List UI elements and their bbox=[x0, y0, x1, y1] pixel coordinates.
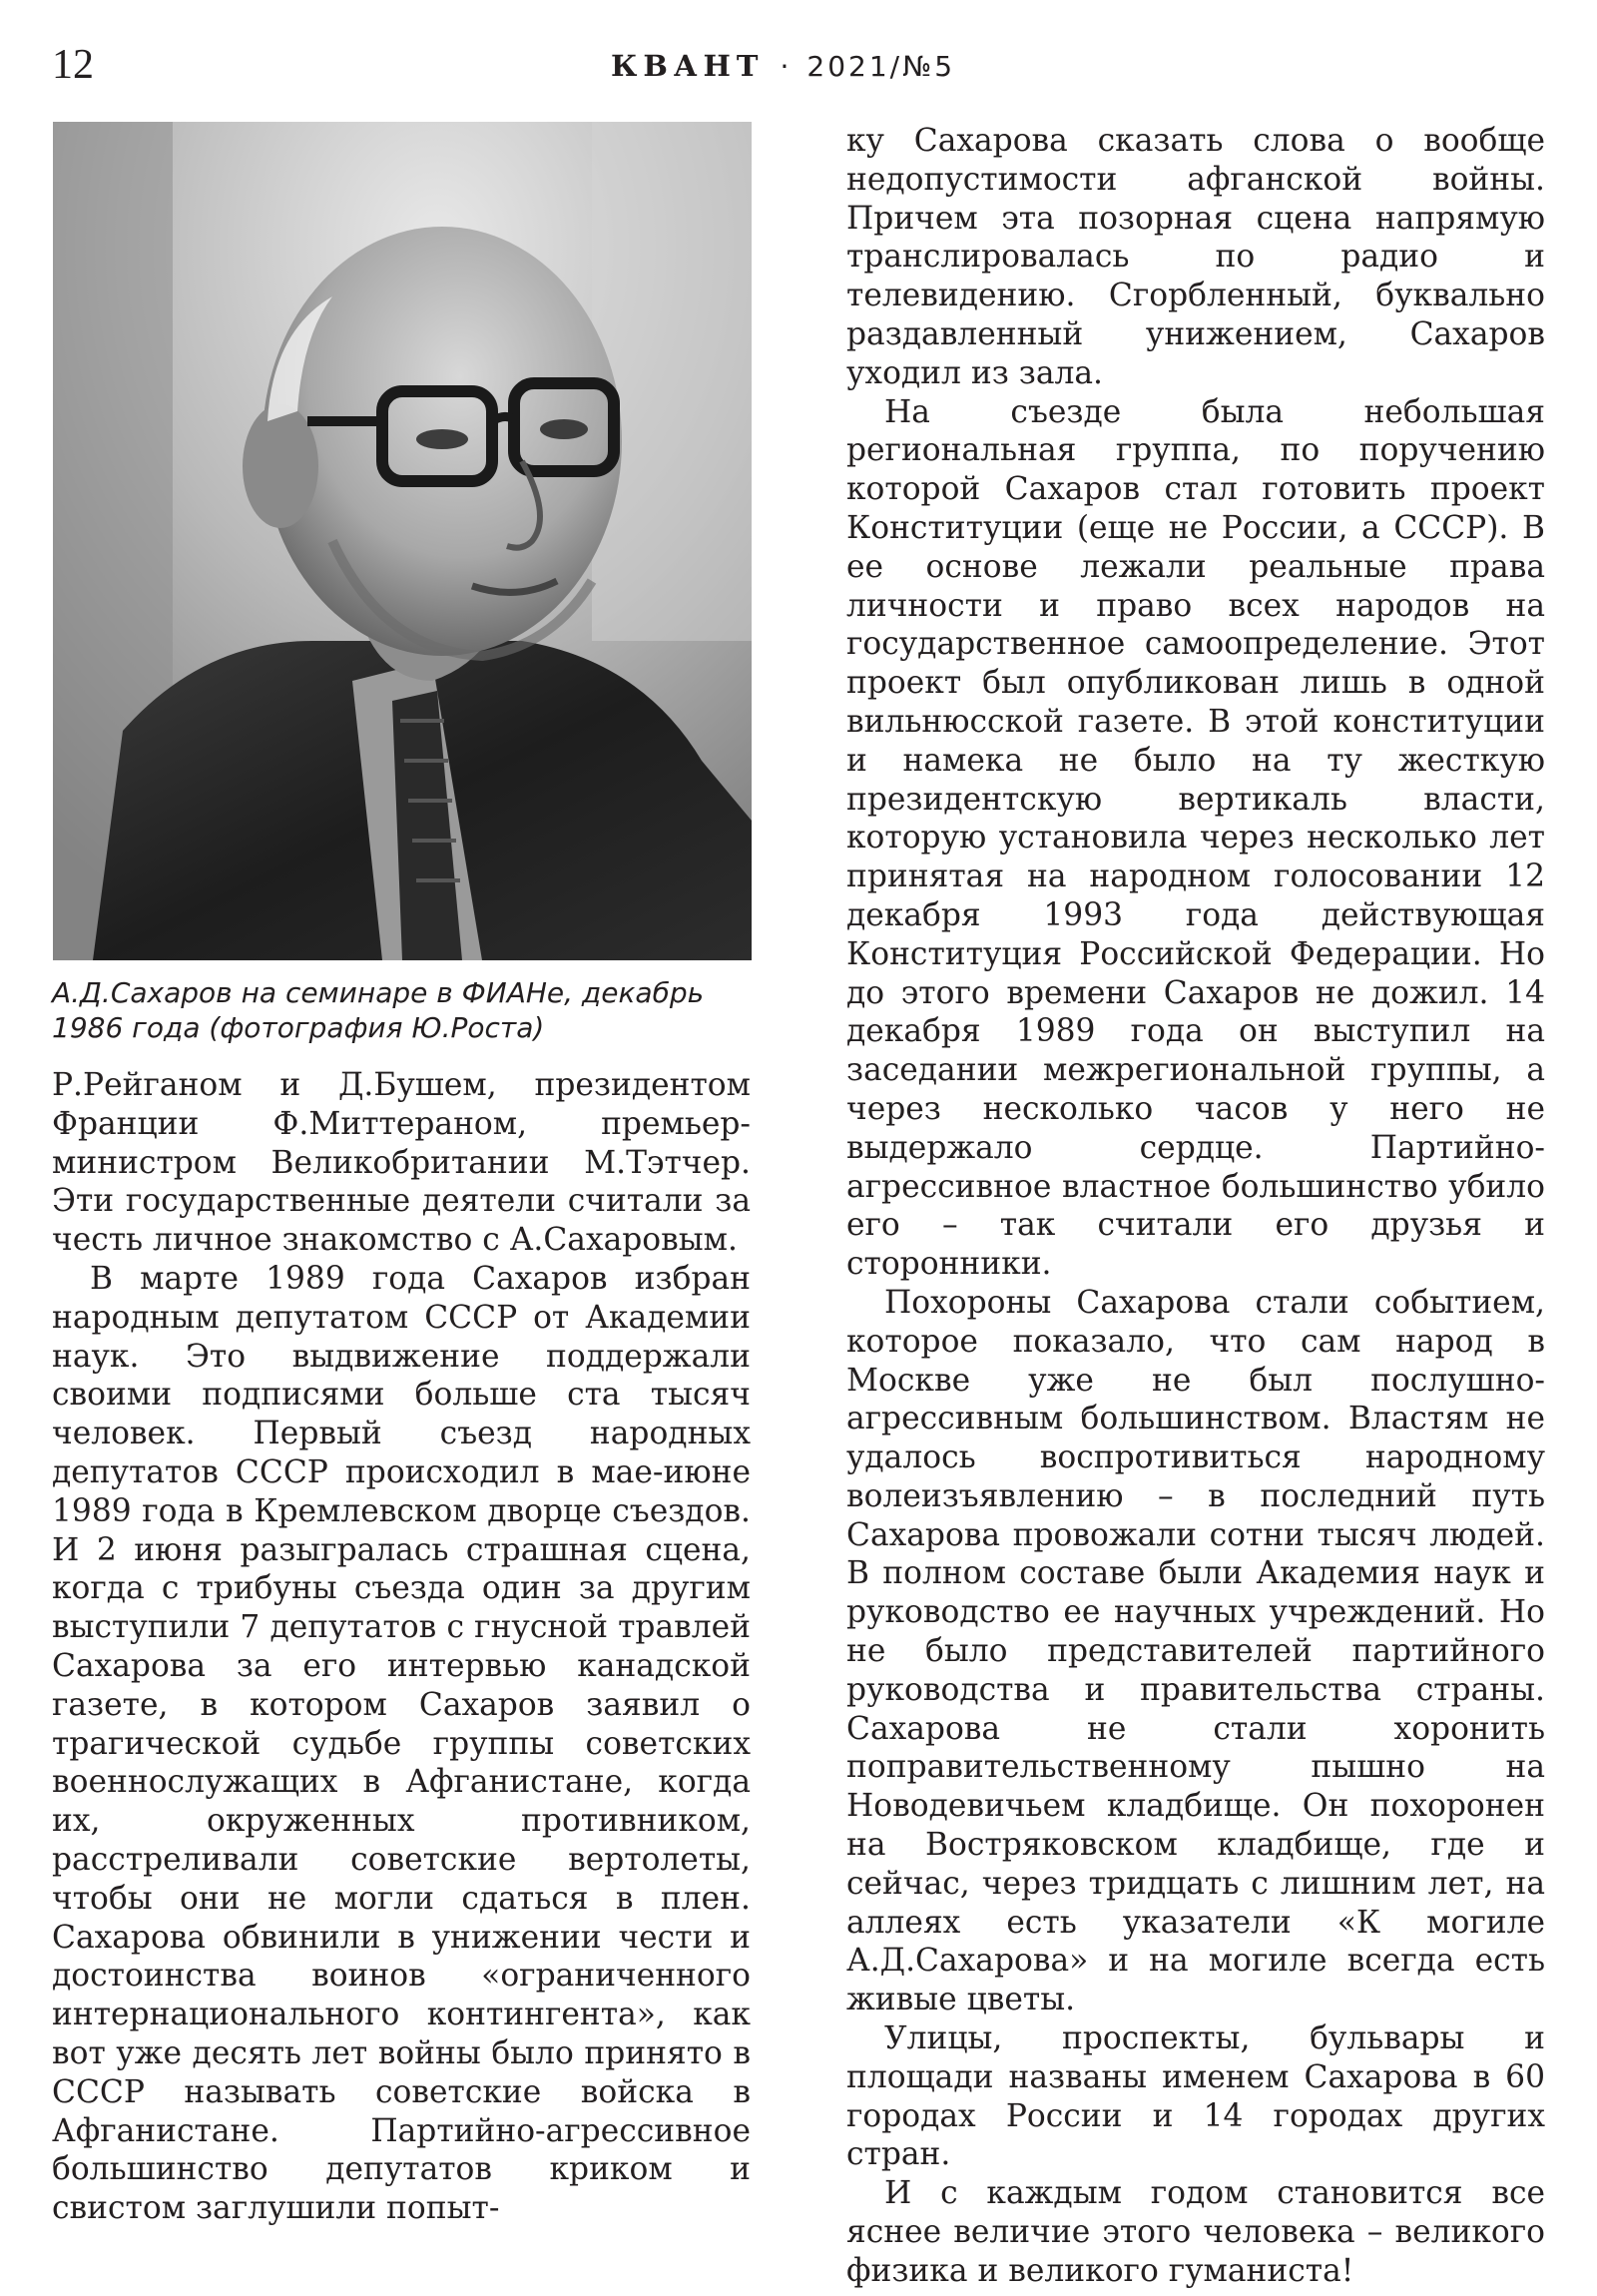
issue-number: 2021/№5 bbox=[806, 49, 956, 83]
journal-title: КВАНТ bbox=[611, 49, 765, 83]
left-paragraph-2: В марте 1989 года Сахаров избран народным депутатом СССР от Академии наук. Это выдвижение поддержали своими подписями больше ста тысяч человек. Первый съезд народных депутатов СССР происходил в мае-июне 1989 года в Кремлевском дворце съездов. И 2 июня разыгралась страшная сцена, когда с трибуны съезда один за другим выступили 7 депутатов с гнусной травлей Сахарова за его интервью канадской газете, в котором Сахаров заявил о трагической судьбе группы советских военнослужащих в Афганистане, когда их, окруженных противником, расстреливали советские вертолеты, чтобы они не могли сдаться в плен. Сахарова обвинили в унижении чести и достоинства воинов «ограниченного интернационального контингента», как вот уже десять лет войны было принято в СССР называть советские войска в Афганистане. Партийно-агрессивное большинство депутатов криком и свистом заглушили попыт- bbox=[52, 1260, 751, 2227]
left-column bbox=[52, 1066, 751, 2228]
right-paragraph-3: Похороны Сахарова стали событием, которое показало, что сам народ в Москве уже не был послушно-агрессивным большинством. Властям не удалось воспротивиться народному волеизъявлению – в последний путь Сахарова провожали сотни тысяч людей. В полном составе были Академия наук и руководство ее научных учреждений. Но не было представителей партийного руководства и правительства страны. Сахарова не стали хоронить поправительственному пышно на Новодевичьем кладбище. Он похоронен на Востряковском кладбище, где и сейчас, через тридцать с лишним лет, на аллеях есть указатели «К могиле А.Д.Сахарова» и на могиле всегда есть живые цветы. bbox=[846, 1284, 1545, 2018]
page-number: 12 bbox=[52, 42, 94, 88]
running-head bbox=[611, 46, 955, 86]
right-paragraph-2: На съезде была небольшая региональная группа, по поручению которой Сахаров стал готовить проект Конституции (еще не России, а СССР). В ее основе лежали реальные права личности и право всех народов на государственное самоопределение. Этот проект был опубликован лишь в одной вильнюсской газете. В этой конституции и намека не было на ту жесткую президентскую вертикаль власти, которую установила через несколько лет принятая на народном голосовании 12 декабря 1993 года действующая Конституция Российской Федерации. Но до этого времени Сахаров не дожил. 14 декабря 1989 года он выступил на заседании межрегиональной группы, а через несколько часов у него не выдержало сердце. Партийно-агрессивное властное большинство убило его – так считали его друзья и сторонники. bbox=[846, 393, 1545, 1283]
right-paragraph-4: Улицы, проспекты, бульвары и площади названы именем Сахарова в 60 городах России и 14 городах других стран. bbox=[846, 2020, 1545, 2173]
right-column bbox=[846, 122, 1545, 2291]
header-separator: · bbox=[780, 49, 790, 83]
left-paragraph-1: Р.Рейганом и Д.Бушем, президентом Франции Ф.Миттераном, премьер-министром Великобритании М.Тэтчер. Эти государственные деятели считали за честь личное знакомство с А.Сахаровым. bbox=[52, 1067, 751, 1259]
right-paragraph-5: И с каждым годом становится все яснее величие этого человека – великого физика и великого гуманиста! bbox=[846, 2175, 1545, 2289]
photo-caption: А.Д.Сахаров на семинаре в ФИАНе, декабрь 1986 года (фотография Ю.Роста) bbox=[52, 976, 705, 1044]
portrait-photo bbox=[53, 122, 752, 960]
right-paragraph-1: ку Сахарова сказать слова о вообще недопустимости афганской войны. Причем эта позорная сцена напрямую транслировалась по радио и телевидению. Сгорбленный, буквально раздавленный унижением, Сахаров уходил из зала. bbox=[846, 123, 1545, 391]
